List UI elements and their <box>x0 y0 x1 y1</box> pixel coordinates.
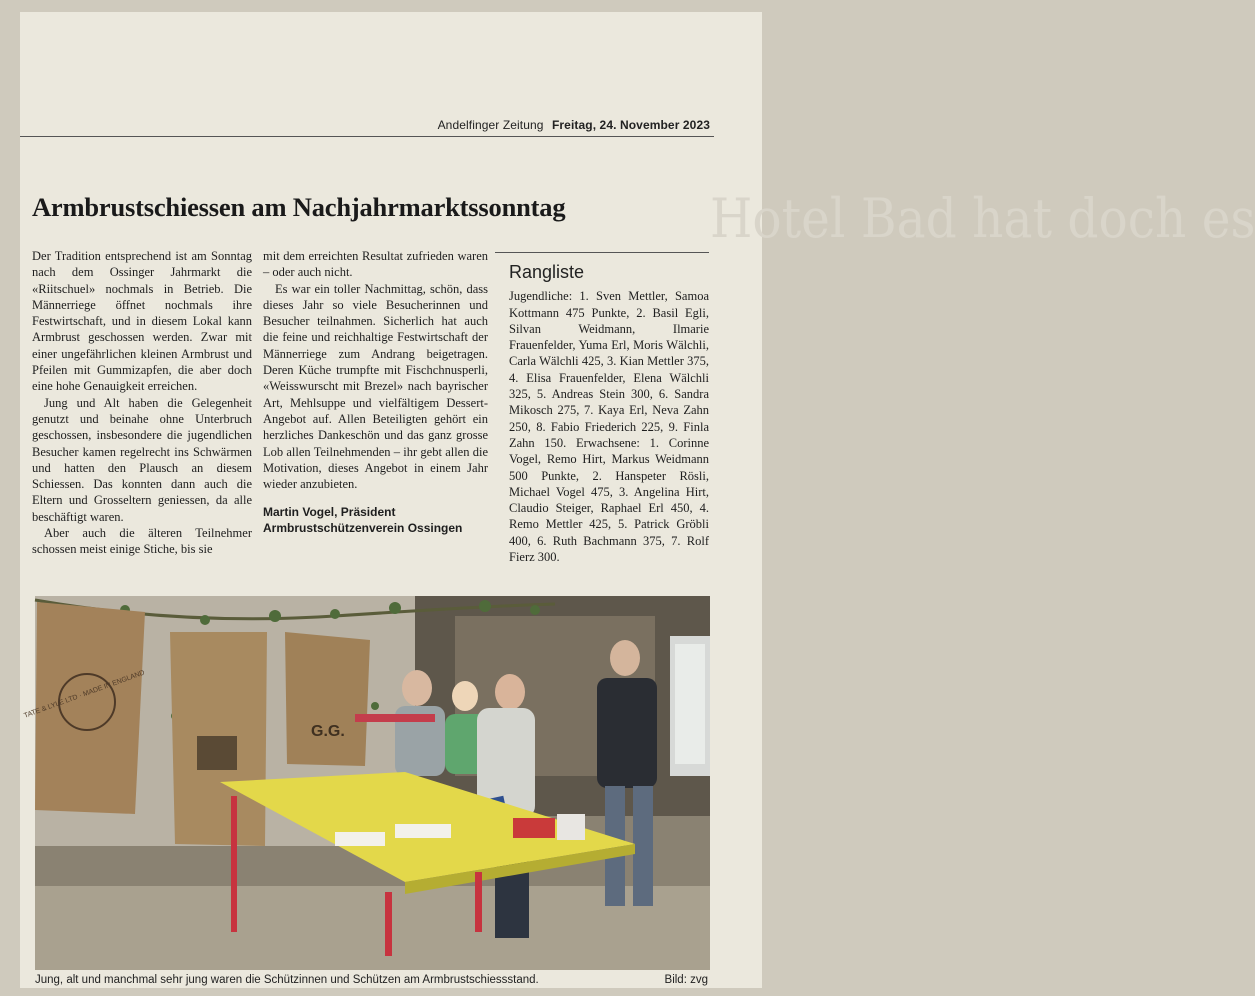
newspaper-page <box>20 12 1255 988</box>
photo-illustration <box>23 596 710 970</box>
article-column-2 <box>263 248 488 536</box>
masthead <box>20 118 710 132</box>
masthead-rule <box>20 136 714 137</box>
article-paragraph: Jung und Alt haben die Gelegenheit genutzt und beinahe ohne Unterbruch geschossen, insbesondere die jugendlichen Besucher kamen regelrecht ins Schwärmen und hatten den Plausch an diesem Schiessen. Das konnten dann auch die Eltern und Grosseltern geniessen, da alle beschäftigt waren. <box>32 395 252 524</box>
article-paragraph: Der Tradition entsprechend ist am Sonntag nach dem Ossinger Jahrmarkt die «Riitschuel» nochmals in Betrieb. Die Männerriege öffnet nochmals ihre Festwirtschaft, und in diesem Lokal kann Armbrust geschossen werden. Zwar mit einer ungefährlichen kleinen Armbrust und Pfeilen mit Gummizapfen, die aber doch eine hohe Genauigkeit erreichen. <box>32 249 252 394</box>
author-byline: Martin Vogel, Präsident Armbrustschützenverein Ossingen <box>263 505 463 536</box>
bleed-through-text: Hotel Bad hat doch es <box>710 187 1255 250</box>
sidebar-rule <box>495 252 709 253</box>
article-paragraph: mit dem erreichten Resultat zufrieden waren – oder auch nicht. <box>263 249 488 280</box>
rangliste-text: Jugendliche: 1. Sven Mettler, Samoa Kottmann 475 Punkte, 2. Basil Egli, Silvan Weidmann, Ilmarie Frauenfelder, Yuma Erl, Moris Wälchli, Carla Wälchli 425, 3. Kian Mettler 375, 4. Elisa Frauenfelder, Elena Wälchli 325, 5. Andreas Stein 300, 6. Sandra Mikosch 275, 7. Kaya Erl, Neva Zahn 250, 8. Fabio Friederich 225, 9. Finla Zahn 150. Erwachsene: 1. Corinne Vogel, Remo Hirt, Markus Weidmann 500 Punkte, 2. Hanspeter Rösli, Michael Vogel 475, 3. Angelina Hirt, Claudio Steiger, Raphael Erl 450, 4. Remo Mettler 425, 5. Patrick Gröbli 400, 6. Ruth Bachmann 375, 7. Rolf Fierz 300. <box>509 289 709 565</box>
article-photo <box>23 596 710 970</box>
issue-date: Freitag, 24. November 2023 <box>551 118 710 132</box>
article-column-1 <box>32 248 252 558</box>
rangliste-box <box>509 264 709 565</box>
article-paragraph: Aber auch die älteren Teilnehmer schossen meist einige Stiche, bis sie <box>32 526 252 557</box>
headline: Armbrustschiessen am Nachjahrmarktssonntag <box>32 192 566 222</box>
newspaper-name: Andelfinger Zeitung <box>437 118 544 132</box>
photo-caption <box>35 974 710 986</box>
photo-credit: Bild: zvg <box>664 974 708 986</box>
article-paragraph: Es war ein toller Nachmittag, schön, dass dieses Jahr so viele Besucherinnen und Besucher teilnahmen. Sicherlich hat auch die feine und reichhaltige Festwirtschaft der Männerriege zum Andrang beigetragen. Deren Küche trumpfte mit Fischchnusperli, «Weisswurscht mit Brezel» nach bayrischer Art, Mehlsuppe und vielfältigem Dessert-Angebot auf. Allen Beteiligten gehört ein herzliches Dankeschön und das ganz grosse Lob allen Teilnehmenden – ihr gebt allen die Motivation, dieses Angebot in einem Jahr wieder anzubieten. <box>263 281 488 492</box>
sack-stamp-text: TATE & LYLE LTD · MADE IN ENGLAND <box>23 669 146 720</box>
rangliste-title: Rangliste <box>509 262 585 282</box>
caption-text: Jung, alt und manchmal sehr jung waren die Schützinnen und Schützen am Armbrustschiessstand. <box>35 974 539 986</box>
sack-stamp-text: G.G. <box>311 723 345 740</box>
